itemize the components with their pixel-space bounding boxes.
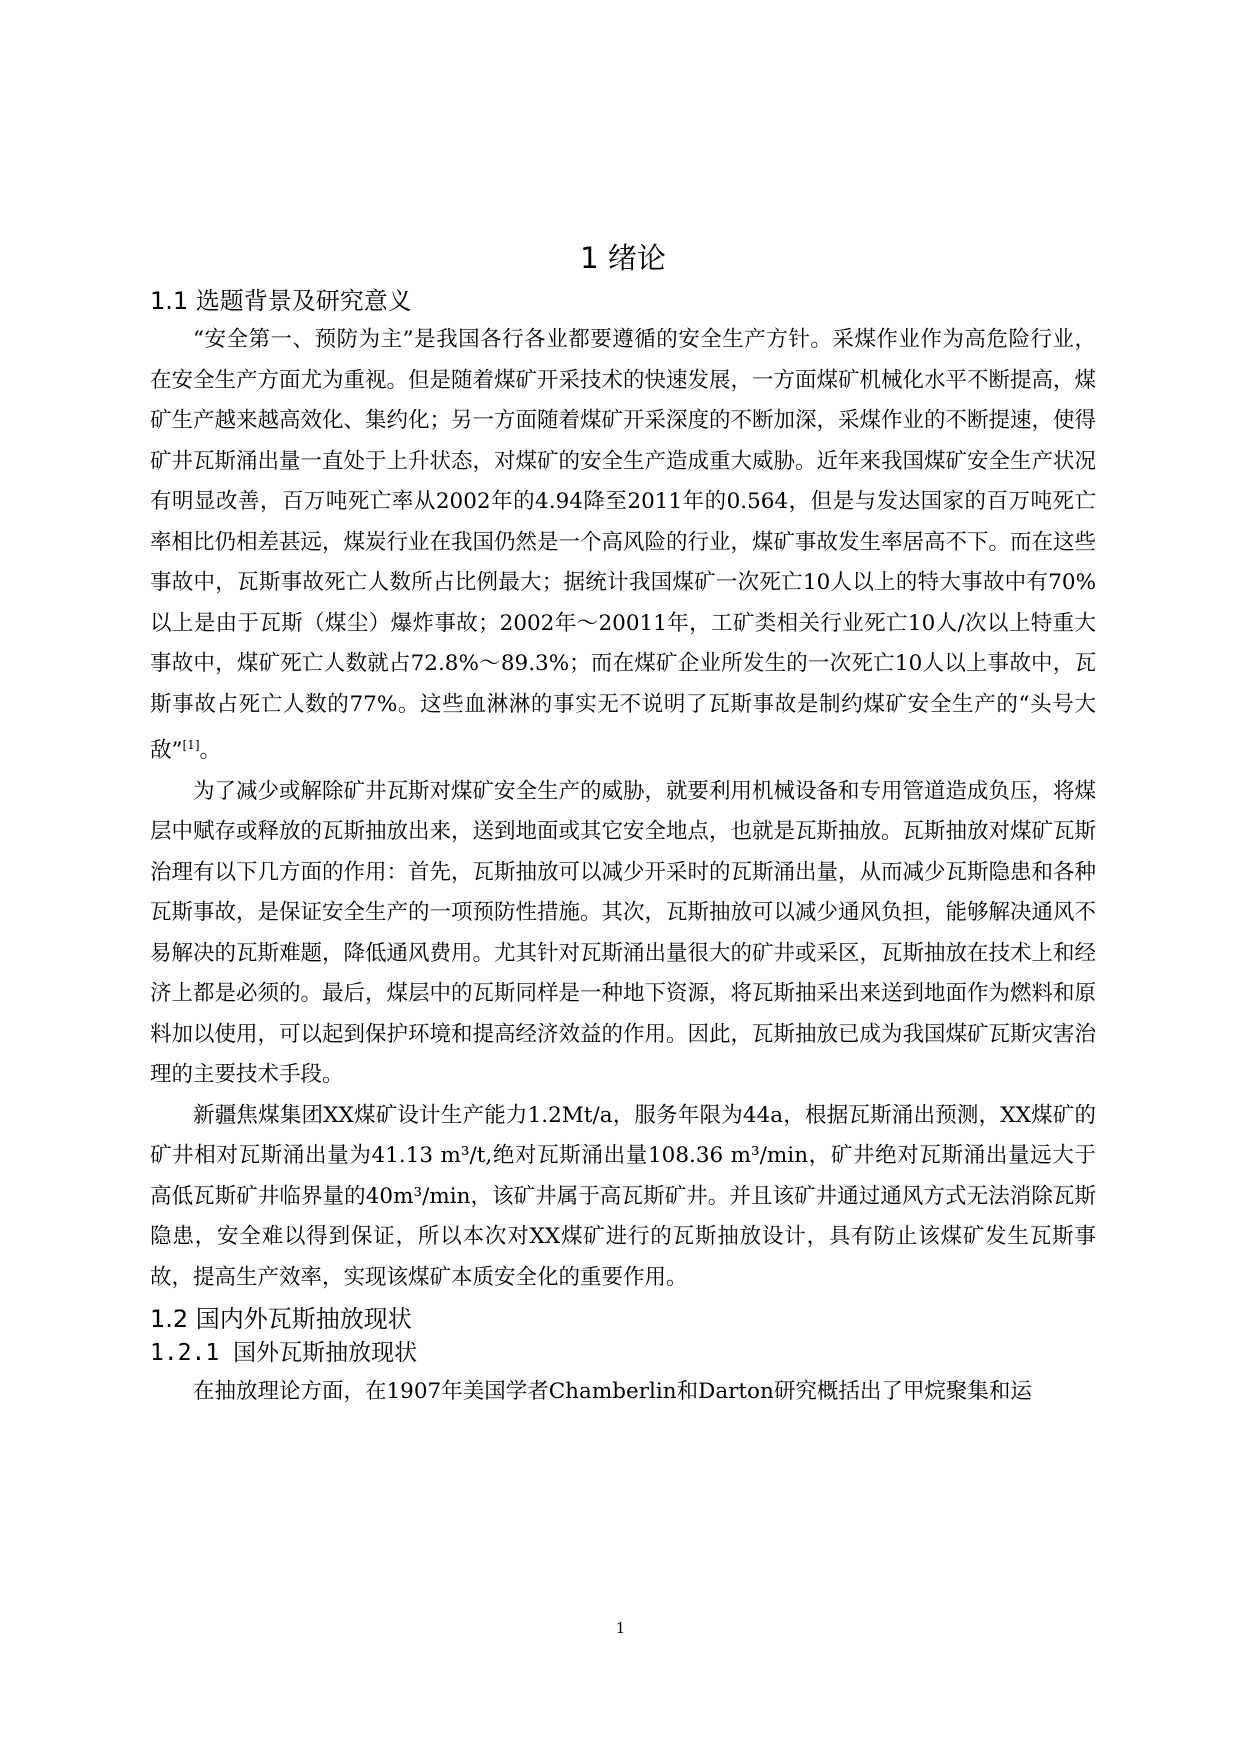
section-heading-1-2: 1.2 国内外瓦斯抽放现状: [150, 1305, 412, 1334]
paragraph-mine-design: 新疆焦煤集团XX煤矿设计生产能力1.2Mt/a，服务年限为44a，根据瓦斯涌出预测，XX煤矿的矿井相对瓦斯涌出量为41.13 m³/t,绝对瓦斯涌出量108.36 m³/min，矿井绝对瓦斯涌出量远大于高低瓦斯矿井临界量的40m³/min，该矿井属于高瓦斯矿井。并且该矿井通过通风方式无法消除瓦斯隐患，安全难以得到保证，所以本次对XX煤矿进行的瓦斯抽放设计，具有防止该煤矿发生瓦斯事故，提高生产效率，实现该煤矿本质安全化的重要作用。: [150, 1102, 1096, 1290]
page-content: [150, 240, 1096, 1413]
paragraph-background: [150, 320, 1096, 772]
chapter-title: 1 绪论: [580, 241, 666, 275]
paragraph-tail: 。: [199, 738, 222, 764]
citation-marker: [1]: [182, 738, 200, 752]
section-heading-1-2-1: 1.2.1 国外瓦斯抽放现状: [150, 1340, 418, 1367]
paragraph-foreign-status: 在抽放理论方面，在1907年美国学者Chamberlin和Darton研究概括出了甲烷聚集和运: [193, 1379, 1032, 1405]
page-number: 1: [615, 1619, 626, 1637]
section-heading-1-1: 1.1 选题背景及研究意义: [150, 287, 412, 315]
paragraph-drainage-role: 为了减少或解除矿井瓦斯对煤矿安全生产的威胁，就要利用机械设备和专用管道造成负压，将煤层中赋存或释放的瓦斯抽放出来，送到地面或其它安全地点，也就是瓦斯抽放。瓦斯抽放对煤矿瓦斯治理有以下几方面的作用：首先，瓦斯抽放可以减少开采时的瓦斯涌出量，从而减少瓦斯隐患和各种瓦斯事故，是保证安全生产的一项预防性措施。其次，瓦斯抽放可以减少通风负担，能够解决通风不易解决的瓦斯难题，降低通风费用。尤其针对瓦斯涌出量很大的矿井或采区，瓦斯抽放在技术上和经济上都是必须的。最后，煤层中的瓦斯同样是一种地下资源，将瓦斯抽采出来送到地面作为燃料和原料加以使用，可以起到保护环境和提高经济效益的作用。因此，瓦斯抽放已成为我国煤矿瓦斯灾害治理的主要技术手段。: [150, 778, 1097, 1088]
paragraph-text: “安全第一、预防为主”是我国各行各业都要遵循的安全生产方针。采煤作业作为高危险行业，在安全生产方面尤为重视。但是随着煤矿开采技术的快速发展，一方面煤矿机械化水平不断提高，煤矿生产越来越高效化、集约化；另一方面随着煤矿开采深度的不断加深，采煤作业的不断提速，使得矿井瓦斯涌出量一直处于上升状态，对煤矿的安全生产造成重大威胁。近年来我国煤矿安全生产状况有明显改善，百万吨死亡率从2002年的4.94降至2011年的0.564，但是与发达国家的百万吨死亡率相比仍相差甚远，煤炭行业在我国仍然是一个高风险的行业，煤矿事故发生率居高不下。而在这些事故中，瓦斯事故死亡人数所占比例最大；据统计我国煤矿一次死亡10人以上的特大事故中有70%以上是由于瓦斯（煤尘）爆炸事故；2002年～20011年，工矿类相关行业死亡10人/次以上特重大事故中，煤矿死亡人数就占72.8%～89.3%；而在煤矿企业所发生的一次死亡10人以上事故中，瓦斯事故占死亡人数的77%。这些血淋淋的事实无不说明了瓦斯事故是制约煤矿安全生产的“头号大敌”: [150, 327, 1097, 764]
